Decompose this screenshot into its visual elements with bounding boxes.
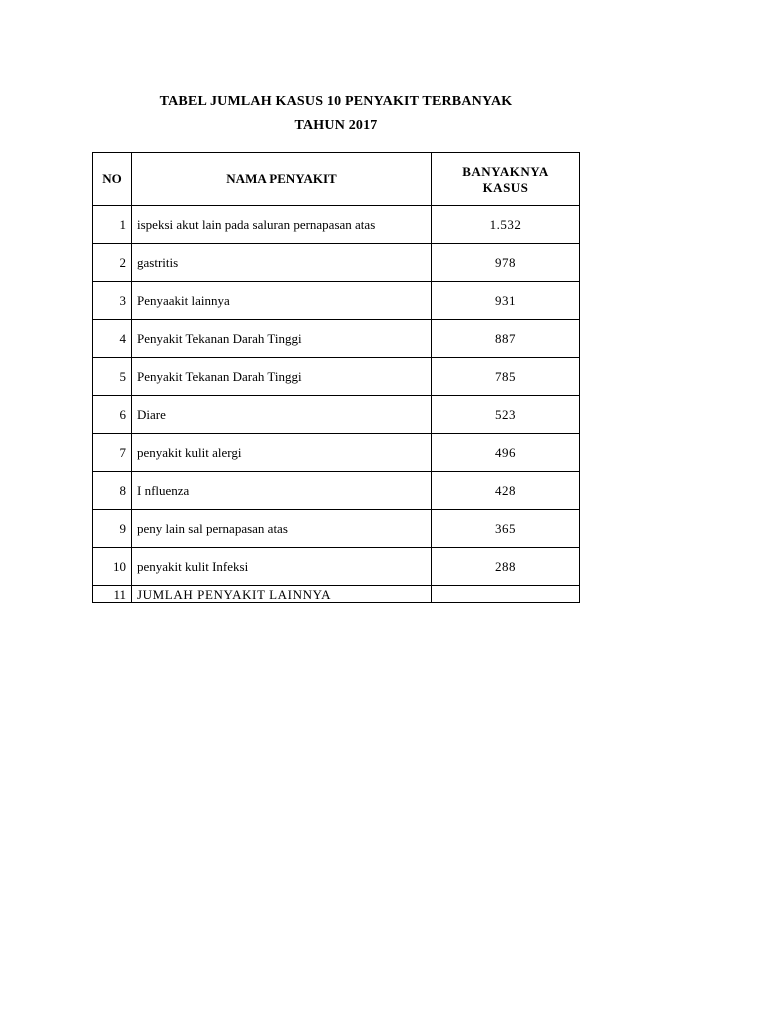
row-disease-name: I nfluenza <box>132 472 432 510</box>
row-case-count: 785 <box>432 358 580 396</box>
row-disease-name: peny lain sal pernapasan atas <box>132 510 432 548</box>
table-subtitle-year: TAHUN 2017 <box>294 118 378 133</box>
row-case-count: 931 <box>432 282 580 320</box>
row-case-count: 1.532 <box>432 206 580 244</box>
row-number: 1 <box>93 206 132 244</box>
row-case-count: 887 <box>432 320 580 358</box>
table-title: TABEL JUMLAH KASUS 10 PENYAKIT TERBANYAK <box>159 94 513 109</box>
table-row <box>93 434 580 472</box>
table-row <box>93 396 580 434</box>
table-row <box>93 244 580 282</box>
header-no: NO <box>93 153 132 206</box>
table-row <box>93 282 580 320</box>
table-row <box>93 358 580 396</box>
row-number: 2 <box>93 244 132 282</box>
row-case-count: 288 <box>432 548 580 586</box>
row-number: 3 <box>93 282 132 320</box>
table-row <box>93 206 580 244</box>
row-case-count: 523 <box>432 396 580 434</box>
row-disease-name: Penyakit Tekanan Darah Tinggi <box>132 358 432 396</box>
table-row <box>93 472 580 510</box>
row-disease-name: penyakit kulit alergi <box>132 434 432 472</box>
row-case-count: 365 <box>432 510 580 548</box>
row-disease-name: Penyakit Tekanan Darah Tinggi <box>132 320 432 358</box>
row-case-count <box>432 586 580 603</box>
row-disease-name: JUMLAH PENYAKIT LAINNYA <box>132 586 432 603</box>
table-row-total <box>93 586 580 603</box>
row-case-count: 428 <box>432 472 580 510</box>
header-case-count-line2: KASUS <box>482 180 529 195</box>
row-disease-name: gastritis <box>132 244 432 282</box>
table-row <box>93 510 580 548</box>
disease-cases-table <box>92 152 580 603</box>
table-row <box>93 320 580 358</box>
row-number: 4 <box>93 320 132 358</box>
row-number: 11 <box>93 586 132 603</box>
row-number: 10 <box>93 548 132 586</box>
row-disease-name: Diare <box>132 396 432 434</box>
row-number: 9 <box>93 510 132 548</box>
header-disease-name: NAMA PENYAKIT <box>132 153 432 206</box>
row-case-count: 496 <box>432 434 580 472</box>
row-number: 5 <box>93 358 132 396</box>
row-disease-name: penyakit kulit Infeksi <box>132 548 432 586</box>
header-case-count-line1: BANYAKNYA <box>462 164 549 179</box>
header-case-count <box>432 153 580 206</box>
table-row <box>93 548 580 586</box>
table-header-row <box>93 153 580 206</box>
row-case-count: 978 <box>432 244 580 282</box>
row-number: 8 <box>93 472 132 510</box>
row-number: 6 <box>93 396 132 434</box>
row-number: 7 <box>93 434 132 472</box>
row-disease-name: Penyaakit lainnya <box>132 282 432 320</box>
row-disease-name: ispeksi akut lain pada saluran pernapasan atas <box>132 206 432 244</box>
